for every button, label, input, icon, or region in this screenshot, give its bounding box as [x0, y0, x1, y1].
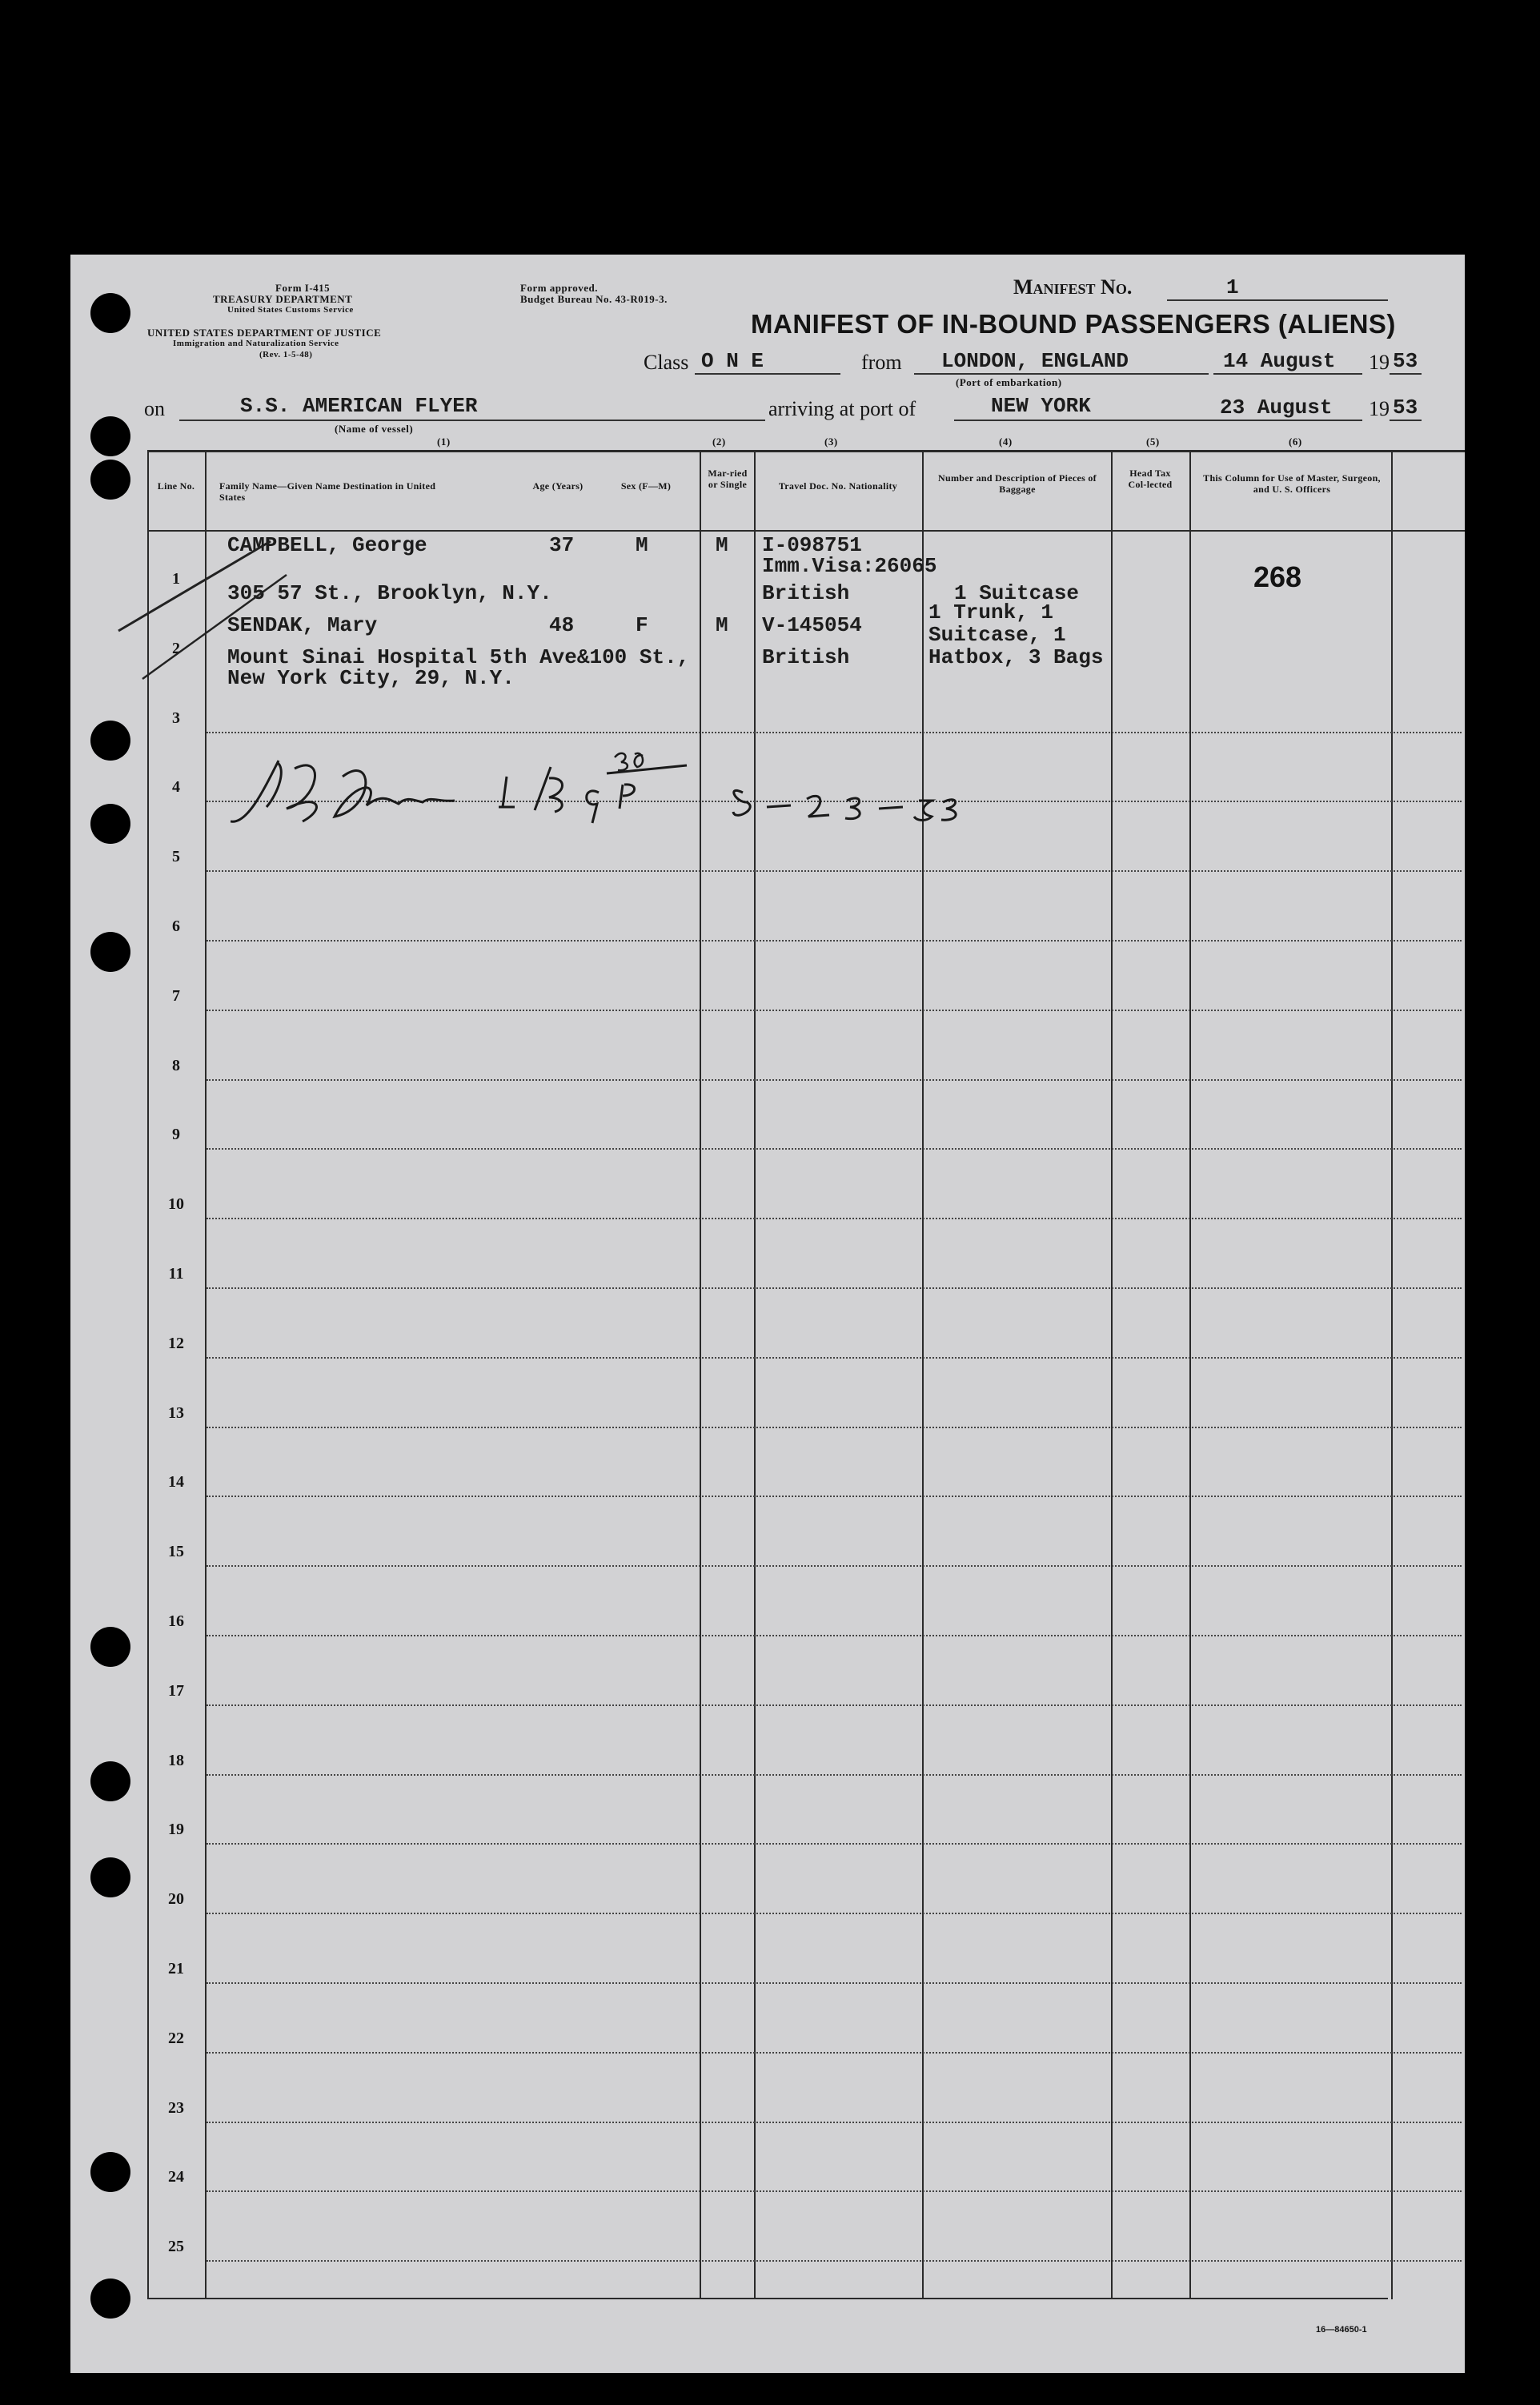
strike-lines: [86, 535, 407, 735]
col-num-6: (6): [1289, 436, 1302, 448]
passenger-2-destination-1: Mount Sinai Hospital 5th Ave&100 St.,: [227, 645, 690, 669]
row-rule: [207, 1565, 1462, 1567]
arrival-date: 23 August: [1220, 395, 1333, 420]
header-officers: This Column for Use of Master, Surgeon, and U. S. Officers: [1203, 472, 1381, 495]
passenger-1-nationality: British: [762, 581, 850, 605]
footer-code: 16—84650-1: [1316, 2325, 1367, 2335]
embarkation-port: LONDON, ENGLAND: [941, 349, 1129, 373]
form-approved: Form approved.: [520, 282, 599, 294]
arriving-label: arriving at port of: [765, 397, 919, 421]
passenger-1-destination: 305 57 St., Brooklyn, N.Y.: [227, 581, 552, 605]
departure-date: 14 August: [1223, 349, 1336, 373]
punch-hole: [90, 2152, 130, 2192]
header-age: Age (Years): [532, 480, 584, 492]
row-rule: [207, 1010, 1462, 1011]
class-value: O N E: [701, 349, 764, 373]
line-number: 24: [168, 2168, 184, 2186]
departure-year: 53: [1393, 349, 1418, 373]
from-label: from: [861, 351, 902, 374]
line-number: 6: [172, 917, 180, 935]
passenger-1-baggage: 1 Suitcase: [954, 581, 1080, 605]
vessel-caption: (Name of vessel): [335, 423, 414, 435]
punch-hole: [90, 804, 130, 844]
line-number: 7: [172, 986, 180, 1005]
line-number: 21: [168, 1960, 184, 1977]
line-number: 13: [168, 1403, 184, 1422]
passenger-1-visa: Imm.Visa:26065: [762, 554, 937, 578]
line-number: 16: [168, 1612, 184, 1630]
row-rule: [207, 1982, 1462, 1984]
punch-hole: [90, 932, 130, 972]
line-number: 17: [168, 1681, 184, 1700]
punch-hole: [90, 1857, 130, 1897]
passenger-2-destination-2: New York City, 29, N.Y.: [227, 666, 515, 690]
page-title: MANIFEST OF IN-BOUND PASSENGERS (ALIENS): [751, 309, 1396, 339]
row-rule: [207, 1704, 1462, 1706]
passenger-1-name: CAMPBELL, George: [227, 533, 427, 557]
col-num-1: (1): [437, 436, 451, 448]
manifest-no-label: Manifest No.: [1013, 275, 1133, 299]
on-label: on: [144, 397, 165, 420]
revision-label: (Rev. 1-5-48): [259, 350, 313, 359]
handwritten-signature: [231, 745, 1271, 841]
passenger-2-baggage-2: Suitcase, 1: [928, 623, 1066, 647]
line-number: 14: [168, 1473, 184, 1492]
vessel-name: S.S. AMERICAN FLYER: [240, 394, 478, 418]
row-rule: [207, 2122, 1462, 2123]
line-number: 12: [168, 1334, 184, 1352]
year-prefix-2: 19: [1369, 397, 1390, 420]
passenger-1-married: M: [716, 533, 728, 557]
line-number: 8: [172, 1056, 180, 1074]
header-married: Mar-ried or Single: [708, 468, 748, 490]
col-num-3: (3): [824, 436, 838, 448]
passenger-1-doc: I-098751: [762, 533, 862, 557]
passenger-2-nationality: British: [762, 645, 850, 669]
row-rule: [207, 870, 1462, 872]
year-prefix: 19: [1369, 351, 1390, 374]
passenger-2-baggage-1: 1 Trunk, 1: [928, 600, 1054, 624]
embarkation-caption: (Port of embarkation): [956, 376, 1062, 388]
line-number: 10: [168, 1195, 184, 1214]
treasury-label: TREASURY DEPARTMENT: [213, 293, 353, 305]
punch-hole: [90, 1761, 130, 1801]
line-number: 3: [172, 709, 180, 727]
row-rule: [207, 1148, 1462, 1150]
punch-hole: [90, 1627, 130, 1667]
line-number: 25: [168, 2238, 184, 2256]
justice-label: UNITED STATES DEPARTMENT OF JUSTICE: [147, 327, 382, 339]
line-number: 9: [172, 1126, 180, 1144]
class-label: Class: [644, 351, 689, 374]
row-rule: [207, 1774, 1462, 1776]
arrival-port: NEW YORK: [991, 394, 1091, 418]
line-number: 2: [172, 639, 180, 657]
ins-label: Immigration and Naturalization Service: [173, 339, 339, 348]
col-num-2: (2): [712, 436, 726, 448]
row-rule: [207, 1427, 1462, 1428]
header-head-tax: Head Tax Col-lected: [1128, 468, 1173, 490]
header-baggage: Number and Description of Pieces of Baggage: [938, 472, 1097, 495]
line-number: 19: [168, 1821, 184, 1839]
passenger-2-age: 48: [549, 613, 575, 637]
line-number: 20: [168, 1890, 184, 1909]
customs-label: United States Customs Service: [227, 305, 354, 315]
row-rule: [207, 1496, 1462, 1497]
row-rule: [207, 1913, 1462, 1914]
line-number: 22: [168, 2029, 184, 2047]
header-line-no: Line No.: [157, 480, 195, 492]
header-travel-doc: Travel Doc. No. Nationality: [778, 480, 898, 492]
col-num-4: (4): [999, 436, 1013, 448]
line-number: 23: [168, 2098, 184, 2117]
header-sex: Sex (F—M): [620, 480, 672, 492]
form-number: Form I-415: [275, 282, 331, 294]
row-rule: [207, 1843, 1462, 1845]
passenger-2-baggage-3: Hatbox, 3 Bags: [928, 645, 1104, 669]
row-rule: [207, 1218, 1462, 1219]
punch-hole: [90, 2279, 130, 2319]
line-number: 1: [172, 570, 180, 588]
line-number: 4: [172, 778, 180, 797]
line-number: 15: [168, 1543, 184, 1561]
budget-bureau: Budget Bureau No. 43-R019-3.: [520, 293, 668, 305]
row-rule: [207, 1287, 1462, 1289]
row-rule: [207, 2260, 1462, 2262]
row-rule: [207, 2190, 1462, 2192]
line-number: 11: [168, 1265, 184, 1283]
row-rule: [207, 1079, 1462, 1081]
passenger-2-sex: F: [636, 613, 648, 637]
passenger-2-married: M: [716, 613, 728, 637]
line-number: 18: [168, 1751, 184, 1769]
row-rule: [207, 1357, 1462, 1359]
row-rule: [207, 2052, 1462, 2054]
col-num-5: (5): [1146, 436, 1160, 448]
row-rule: [207, 1635, 1462, 1636]
officer-note-268: 268: [1253, 560, 1302, 593]
passenger-1-age: 37: [549, 533, 575, 557]
manifest-no-value: 1: [1226, 275, 1239, 299]
header-name: Family Name—Given Name Destination in United States: [219, 480, 436, 503]
punch-hole: [90, 293, 130, 333]
punch-hole: [90, 416, 130, 456]
passenger-2-name: SENDAK, Mary: [227, 613, 378, 637]
line-number: 5: [172, 848, 180, 866]
passenger-2-doc: V-145054: [762, 613, 862, 637]
punch-hole: [90, 460, 130, 500]
passenger-1-sex: M: [636, 533, 648, 557]
row-rule: [207, 940, 1462, 942]
arrival-year: 53: [1393, 395, 1418, 420]
manifest-page: [70, 255, 1465, 2373]
